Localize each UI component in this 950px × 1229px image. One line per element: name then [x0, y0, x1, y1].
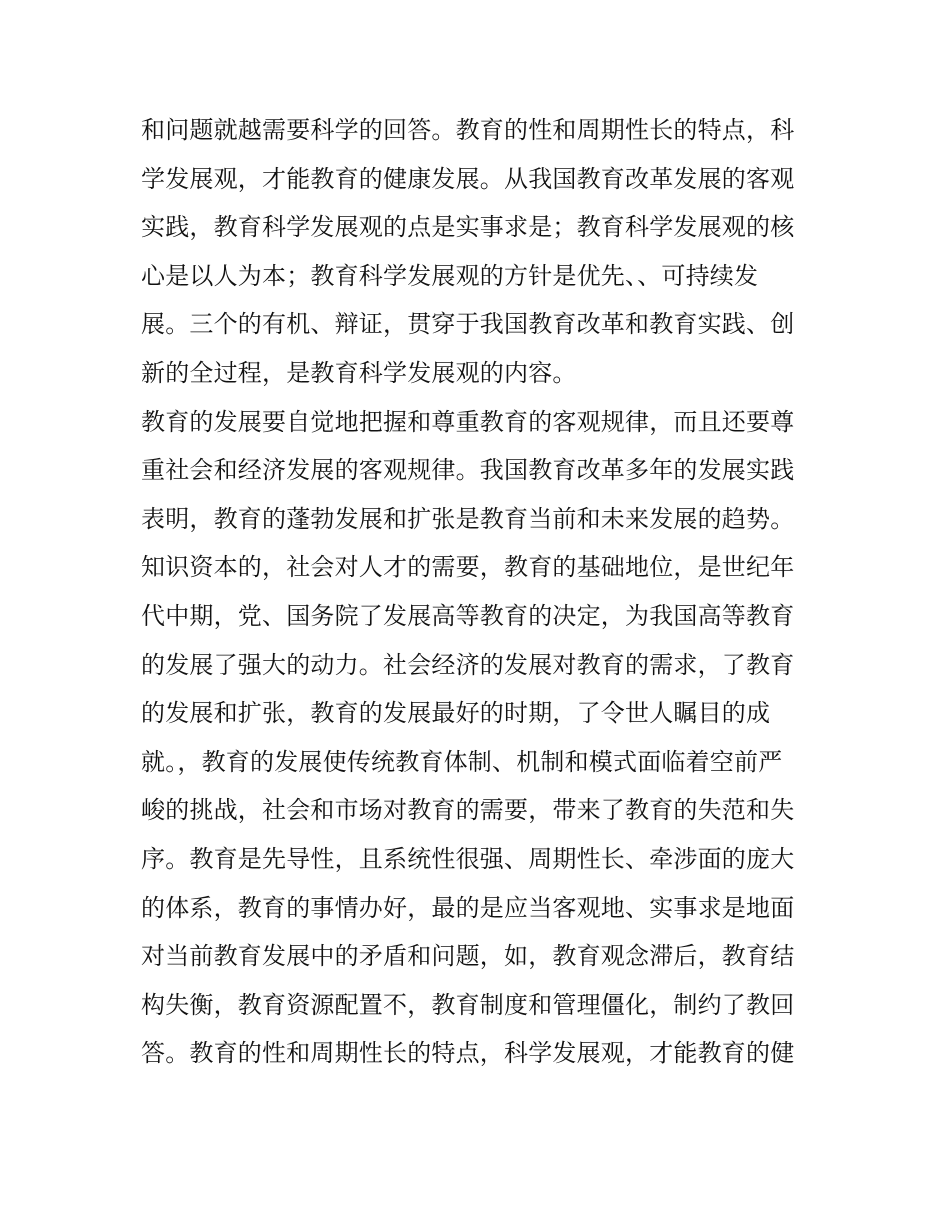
- text-line: 序。教育是先导性，且系统性很强、周期性长、牵涉面的庞大: [141, 844, 795, 873]
- text-line: 学发展观，才能教育的健康发展。从我国教育改革发展的客观: [141, 164, 795, 193]
- text-line: 的发展和扩张，教育的发展最好的时期，了令世人瞩目的成: [141, 699, 771, 728]
- text-line: 就。，教育的发展使传统教育体制、机制和模式面临着空前严: [141, 747, 783, 776]
- text-line: 表明，教育的蓬勃发展和扩张是教育当前和未来发展的趋势。: [141, 504, 795, 533]
- text-line: 答。教育的性和周期性长的特点，科学发展观，才能教育的健: [141, 1039, 795, 1068]
- body-text: [141, 106, 821, 1078]
- text-line: 知识资本的，社会对人才的需要，教育的基础地位，是世纪年: [141, 553, 795, 582]
- text-line: 展。三个的有机、辩证，贯穿于我国教育改革和教育实践、创: [141, 310, 795, 339]
- text-line: 的体系，教育的事情办好，最的是应当客观地、实事求是地面: [141, 893, 795, 922]
- text-line: 和问题就越需要科学的回答。教育的性和周期性长的特点，科: [141, 116, 795, 144]
- text-line: 峻的挑战，社会和市场对教育的需要，带来了教育的失范和失: [141, 796, 795, 825]
- text-line: 实践，教育科学发展观的点是实事求是；教育科学发展观的核: [141, 213, 795, 242]
- text-line: 教育的发展要自觉地把握和尊重教育的客观规律，而且还要尊: [141, 407, 795, 436]
- text-line: 代中期，党、国务院了发展高等教育的决定，为我国高等教育: [141, 601, 795, 630]
- text-line: 重社会和经济发展的客观规律。我国教育改革多年的发展实践: [141, 456, 795, 485]
- text-line: 新的全过程，是教育科学发展观的内容。: [141, 358, 577, 387]
- text-line: 心是以人为本；教育科学发展观的方针是优先、、可持续发: [141, 261, 759, 290]
- text-line: 对当前教育发展中的矛盾和问题，如，教育观念滞后，教育结: [141, 942, 795, 971]
- text-line: 构失衡，教育资源配置不，教育制度和管理僵化，制约了教回: [141, 990, 795, 1019]
- text-line: 的发展了强大的动力。社会经济的发展对教育的需求，了教育: [141, 650, 795, 679]
